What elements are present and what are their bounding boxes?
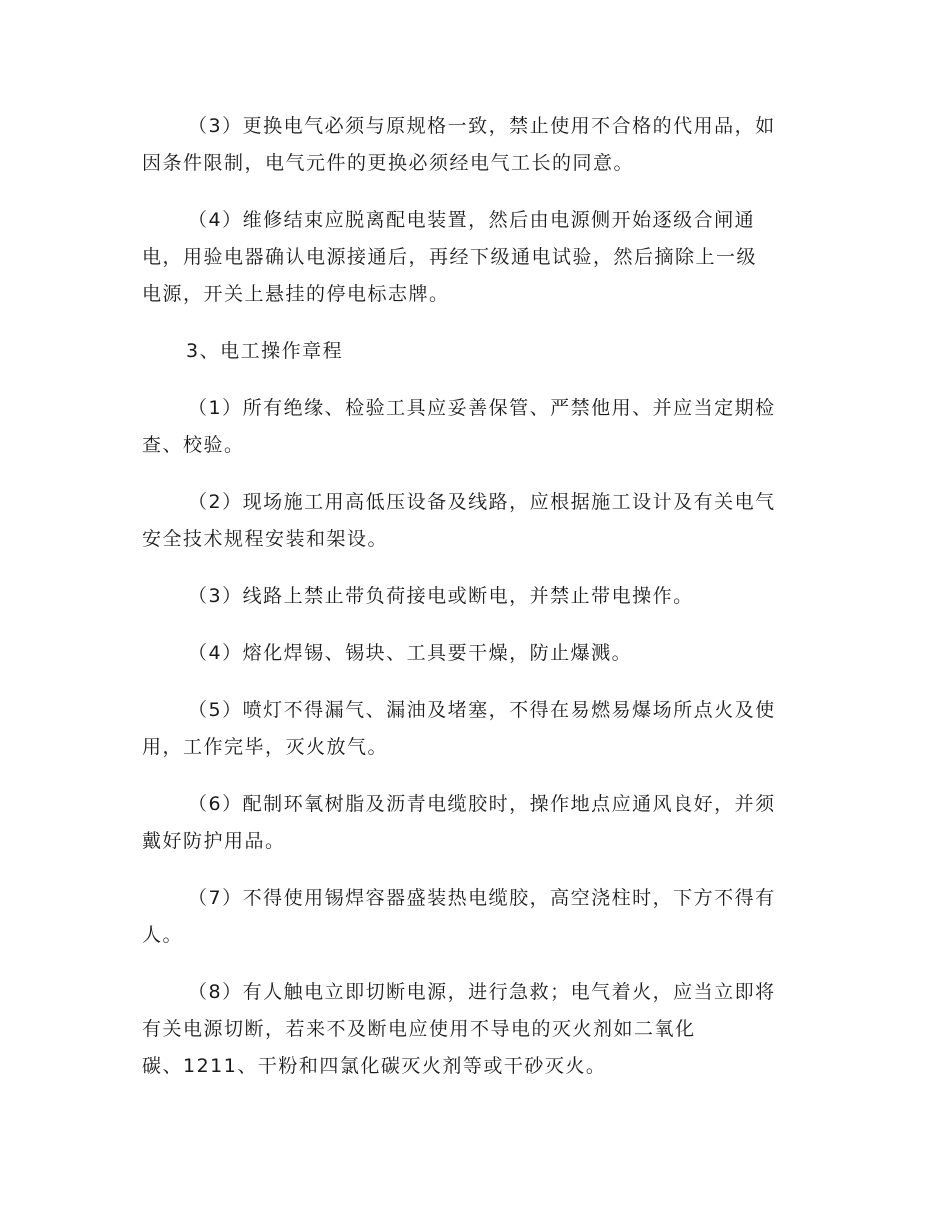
paragraph-line: 人。: [142, 924, 184, 946]
paragraph-line: 有关电源切断，若来不及断电应使用不导电的灭火剂如二氧化: [142, 1018, 696, 1040]
paragraph-line: （2）现场施工用高低压设备及线路，应根据施工设计及有关电气: [188, 491, 776, 513]
section-heading: [142, 333, 808, 370]
paragraph-rule-5: [142, 692, 808, 766]
paragraph-rule-2: [142, 484, 808, 558]
paragraph-maintenance-end: [142, 202, 808, 313]
paragraph-line: （3）线路上禁止带负荷接电或断电，并禁止带电操作。: [188, 585, 694, 607]
paragraph-line: 戴好防护用品。: [142, 830, 286, 852]
paragraph-line: 电源，开关上悬挂的停电标志牌。: [142, 283, 450, 305]
paragraph-replacement-rule: [142, 108, 808, 182]
section-heading-text: 3、电工操作章程: [186, 340, 344, 362]
paragraph-line: 安全技术规程安装和架设。: [142, 528, 389, 550]
paragraph-line: （4）熔化焊锡、锡块、工具要干燥，防止爆溅。: [188, 642, 633, 664]
paragraph-line: 查、校验。: [142, 434, 245, 456]
document-body: [142, 108, 808, 1105]
paragraph-rule-8: [142, 974, 808, 1085]
paragraph-rule-1: [142, 390, 808, 464]
paragraph-rule-6: [142, 786, 808, 860]
paragraph-line: （4）维修结束应脱离配电装置，然后由电源侧开始逐级合闸通: [188, 209, 756, 231]
paragraph-line: （1）所有绝缘、检验工具应妥善保管、严禁他用、并应当定期检: [188, 397, 776, 419]
paragraph-line: 碳、1211、干粉和四氯化碳灭火剂等或干砂灭火。: [142, 1055, 607, 1077]
paragraph-line: （7）不得使用锡焊容器盛装热电缆胶，高空浇柱时，下方不得有: [188, 887, 776, 909]
paragraph-line: 因条件限制，电气元件的更换必须经电气工长的同意。: [142, 152, 635, 174]
paragraph-line: （6）配制环氧树脂及沥青电缆胶时，操作地点应通风良好，并须: [188, 793, 776, 815]
paragraph-rule-4: [142, 635, 808, 672]
paragraph-rule-7: [142, 880, 808, 954]
paragraph-line: 电，用验电器确认电源接通后，再经下级通电试验，然后摘除上一级: [142, 246, 758, 268]
paragraph-line: （3）更换电气必须与原规格一致，禁止使用不合格的代用品，如: [188, 115, 776, 137]
paragraph-rule-3: [142, 578, 808, 615]
paragraph-line: （5）喷灯不得漏气、漏油及堵塞，不得在易燃易爆场所点火及使: [188, 699, 776, 721]
paragraph-line: 用，工作完毕，灭火放气。: [142, 736, 389, 758]
paragraph-line: （8）有人触电立即切断电源，进行急救；电气着火，应当立即将: [188, 981, 776, 1003]
